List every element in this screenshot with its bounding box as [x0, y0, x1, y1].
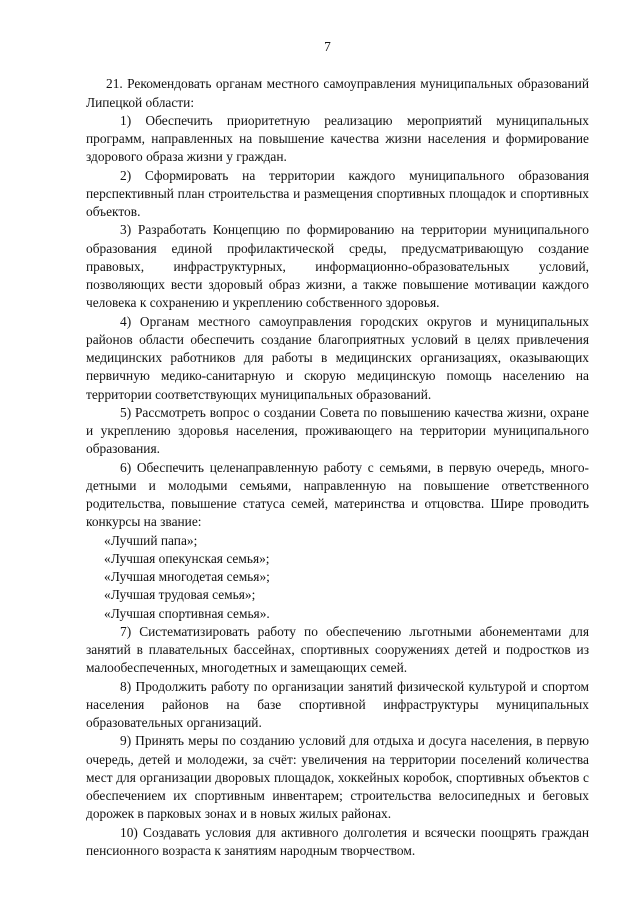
paragraph-8: 8) Продолжить работу по организации занятий физической культурой и спортом населения районов на базе спортивной инфраструктуры муниципальных образовательных организаций. [86, 678, 589, 730]
contest-item: «Лучший папа»; [104, 532, 198, 548]
paragraph-1: 1) Обеспечить приоритетную реализацию мероприятий муниципальных программ, направленных на повышение качества жизни населения и формирование здорового образа жизни у граждан. [86, 112, 589, 165]
paragraph-5: 5) Рассмотреть вопрос о создании Совета по повышению качества жизни, охране и укреплению здоровья населения, проживающего на территории муниципального образования. [86, 404, 589, 457]
paragraph-21: 21. Рекомендовать органам местного самоуправления муниципальных образований Липецкой области: [86, 76, 589, 110]
paragraph-3: 3) Разработать Концепцию по формированию на территории муниципального образования единой профилактической среды, предусматривающую создание правовых, инфраструктурных, информационно-образовательных условий, позволяющих вести здоровый образ жизни, а также повышение мотивации каждого человека к сохранению и укреплению собственного здоровья. [86, 222, 589, 311]
contest-item: «Лучшая спортивная семья». [104, 605, 270, 621]
page-number: 7 [324, 39, 331, 54]
paragraph-6: 6) Обеспечить целенаправленную работу с семьями, в первую очередь, много-детными и молодыми семьями, направленную на повышение ответственного родительства, повышение статуса семей, материнства и отцовства. Шире проводить конкурсы на звание: [86, 459, 589, 530]
contest-item: «Лучшая опекунская семья»; [104, 550, 270, 566]
paragraph-2: 2) Сформировать на территории каждого муниципального образования перспективный план строительства и размещения спортивных площадок и спортивных объектов. [86, 167, 589, 219]
contest-item: «Лучшая многодетая семья»; [104, 569, 270, 584]
paragraph-9: 9) Принять меры по созданию условий для отдыха и досуга населения, в первую очередь, детей и молодежи, за счёт: увеличения на территории поселений количества мест для организации дворовых площадок, хоккейных коробок, спортивных объектов с обеспечением их спортивным инвентарем; строительства велосипедных и беговых дорожек в парковых зонах и в новых жилых районах. [86, 733, 589, 822]
paragraph-4: 4) Органам местного самоуправления городских округов и муниципальных районов области обеспечить создание благоприятных условий в целях привлечения медицинских работников для работы в медицинских организациях, оказывающих первичную медико-санитарную и скорую медицинскую помощь населению на территории соответствующих муниципальных образований. [86, 313, 589, 402]
paragraph-7: 7) Систематизировать работу по обеспечению льготными абонементами для занятий в плавательных бассейнах, спортивных сооружениях детей и подростков из малообеспеченных, многодетных и замещающих семей. [86, 623, 589, 676]
contest-item: «Лучшая трудовая семья»; [104, 587, 256, 603]
paragraph-10: 10) Создавать условия для активного долголетия и всячески поощрять граждан пенсионного возраста к занятиям народным творчеством. [86, 824, 589, 858]
